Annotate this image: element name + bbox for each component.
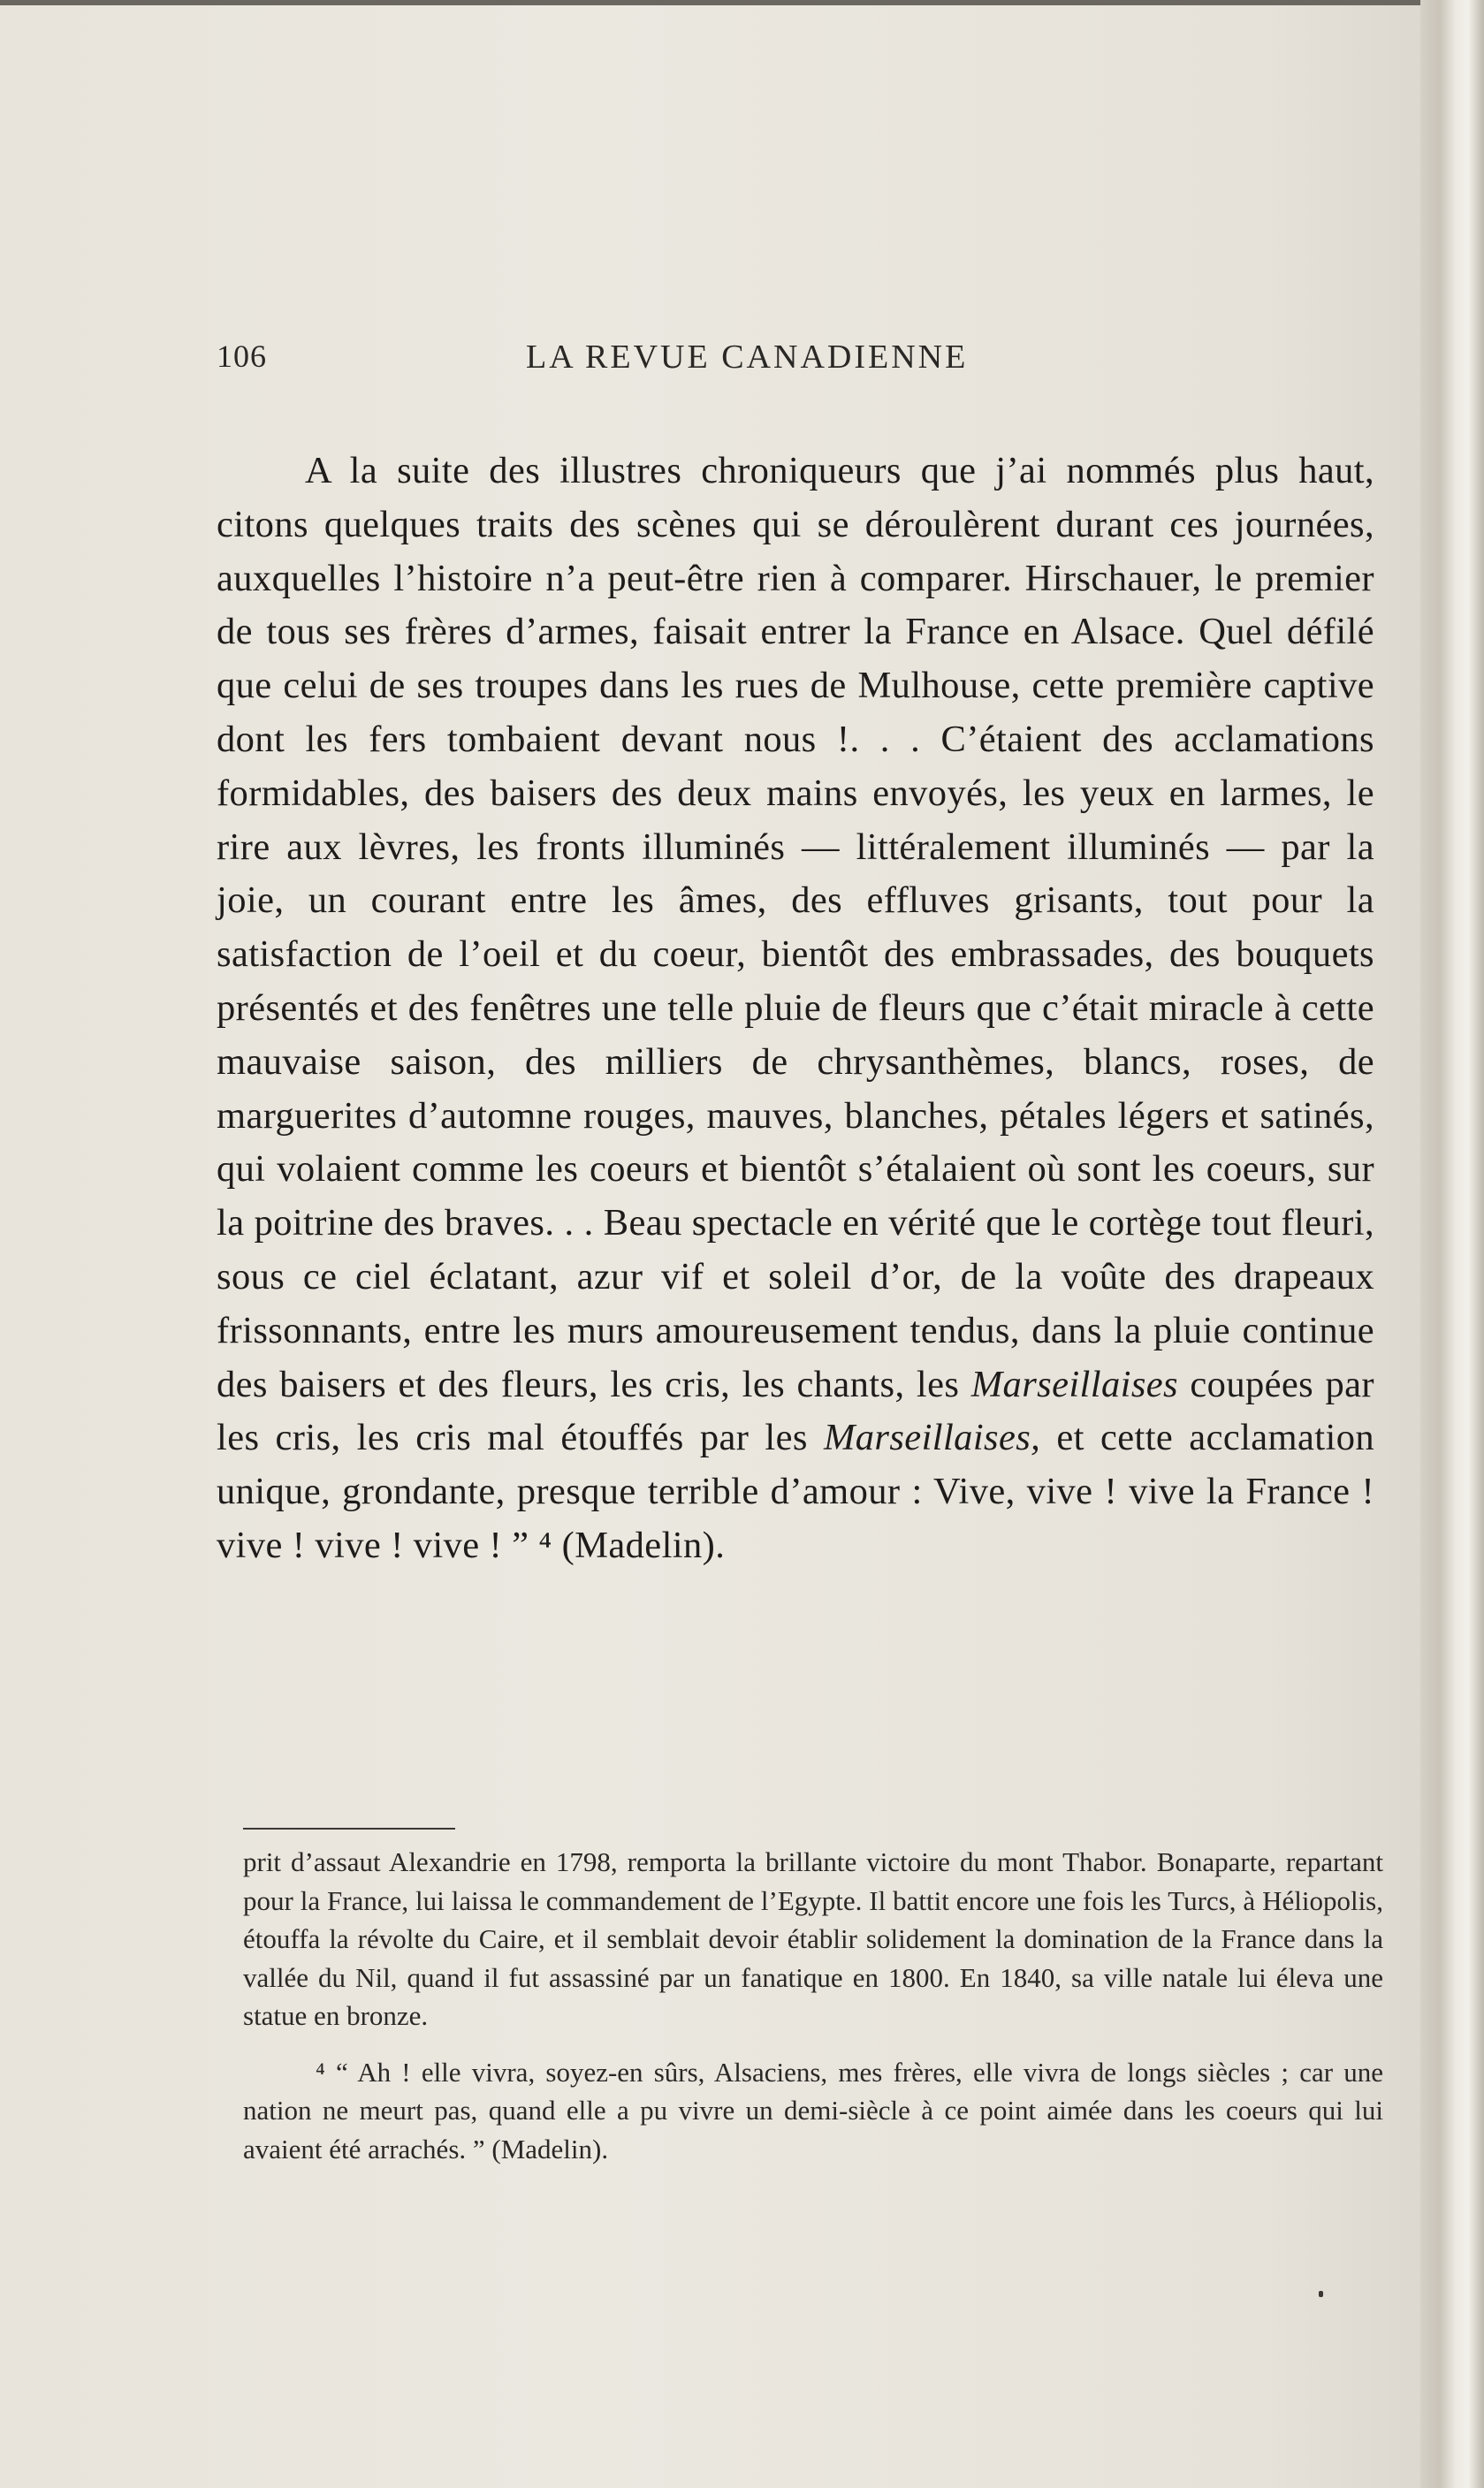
footnote-4: ⁴ “ Ah ! elle vivra, soyez-en sûrs, Alsaciens, mes frères, elle vivra de longs siècles ; car une nation ne meurt pas, quand elle a pu vivre un demi-siècle à ce point aimée dans les coeurs qui lui avaient été arrachés. ” (Madelin). [243,2056,1383,2165]
footnote-continued: prit d’assaut Alexandrie en 1798, remporta la brillante victoire du mont Thabor. Bonaparte, repartant pour la France, lui laissa le commandement de l’Egypte. Il battit encore une fois les Turcs, à Héliopolis, étouffa la révolte du Caire, et il semblait devoir établir solidement la domination de la France dans la vallée du Nil, quand il fut assassiné par un fanatique en 1800. En 1840, sa ville natale lui éleva une statue en bronze. [243,1846,1383,2031]
running-title: LA REVUE CANADIENNE [526,339,969,376]
paragraph-text-part3: et cette acclamation unique, grondante, presque terrible d’amour : Vive, vive ! vive la France ! vive ! vive ! vive ! ” ⁴ (Madelin). [217,1417,1374,1566]
paragraph-text-part2: coupées par les cris, les cris mal étouffés par les [217,1363,1374,1459]
italic-marseillaises-1: Marseillaises [970,1363,1178,1405]
italic-marseillaises-2: Marseillaises, [823,1417,1041,1459]
ink-speck [1319,2291,1323,2297]
page-edge [1420,0,1484,2488]
footnote-separator [243,1828,455,1830]
page-header [217,338,1039,382]
paragraph-text-part1: A la suite des illustres chroniqueurs que j’ai nommés plus haut, citons quelques traits des scènes qui se déroulèrent durant ces journées, auxquelles l’histoire n’a peut-être rien à comparer. Hirschauer, le premier de tous ses frères d’armes, faisait entrer la France en Alsace. Quel défilé que celui de ses troupes dans les rues de Mulhouse, cette première captive dont les fers tombaient devant nous !. . . C’étaient des acclamations formidables, des baisers des deux mains envoyés, les yeux en larmes, le rire aux lèvres, les fronts illuminés — littéralement illuminés — par la joie, un courant entre les âmes, des effluves grisants, tout pour la satisfaction de l’oeil et du coeur, bientôt des embrassades, des bouquets présentés et des fenêtres une telle pluie de fleurs que c’était miracle à cette mauvaise saison, des milliers de chrysanthèmes, blancs, roses, de marguerites d’automne rouges, mauves, blanches, pétales légers et satinés, qui volaient comme les coeurs et bientôt s’étalaient où sont les coeurs, sur la poitrine des braves. . . Beau spectacle en vérité que le cortège tout fleuri, sous ce ciel éclatant, azur vif et soleil d’or, de la voûte des drapeaux frissonnants, entre les murs amoureusement tendus, dans la pluie continue des baisers et des fleurs, les cris, les chants, les [217,450,1374,1405]
main-paragraph [217,445,1374,1573]
footnotes [243,1843,1383,2168]
page-number: 106 [217,339,267,374]
